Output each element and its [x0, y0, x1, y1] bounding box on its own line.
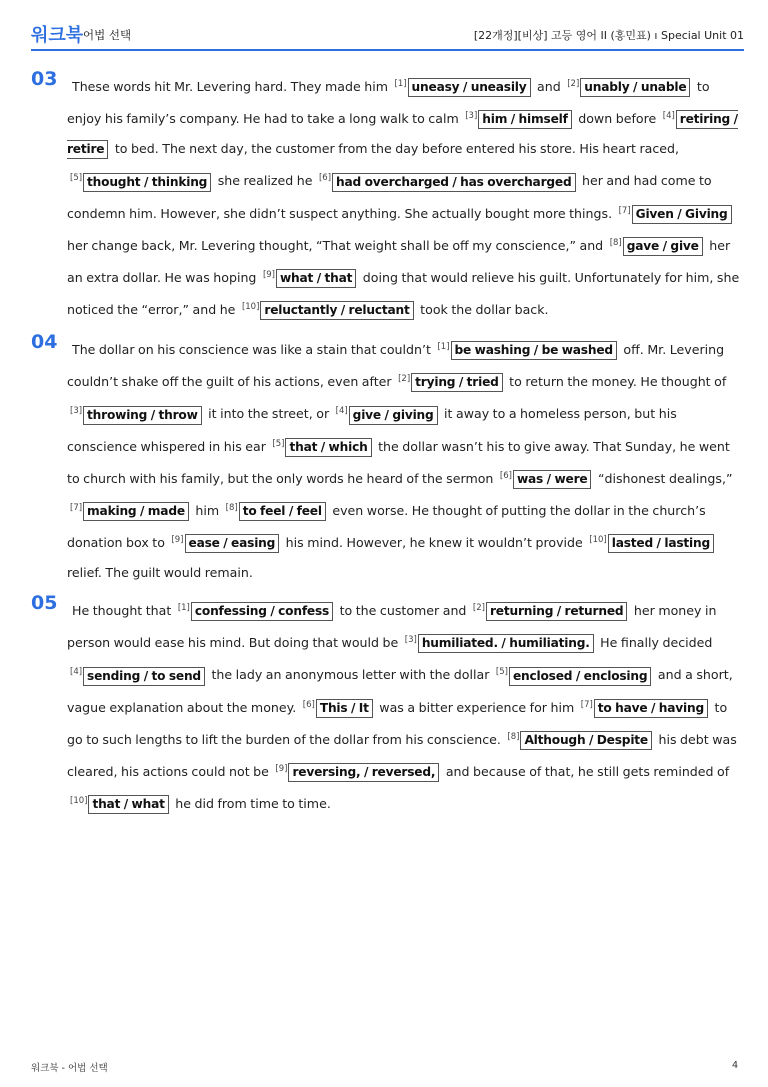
grammar-choice-box[interactable]: to feel / feel — [239, 502, 326, 521]
blank-marker: [9] — [171, 535, 184, 546]
passage-body — [67, 594, 741, 819]
passage-text: and a short, vague explanation about the money. — [67, 667, 733, 715]
passage-text: his mind. However, he knew it wouldn’t provide — [282, 535, 587, 551]
grammar-choice-box[interactable]: humiliated. / humiliating. — [418, 634, 594, 653]
blank-marker: [4] — [70, 667, 83, 678]
blank-marker: [1] — [437, 342, 450, 352]
grammar-choice-box[interactable]: thought / thinking — [83, 173, 211, 192]
passage-text: she realized he — [214, 173, 316, 189]
blank-marker: [2] — [398, 374, 411, 385]
grammar-choice-box[interactable]: be washing / be washed — [451, 341, 617, 360]
grammar-choice-box[interactable]: that / what — [88, 795, 168, 814]
passage-text: He thought that — [72, 603, 175, 619]
blank-marker: [8] — [609, 237, 622, 248]
grammar-choice-box[interactable]: that / which — [285, 438, 371, 457]
blank-marker: [4] — [662, 111, 675, 122]
grammar-choice-box[interactable]: retiring / retire — [67, 110, 738, 159]
passage-number: 04 — [31, 331, 58, 353]
grammar-choice-box[interactable]: what / that — [276, 269, 356, 288]
blank-marker: [5] — [272, 438, 285, 449]
blank-marker: [10] — [241, 302, 260, 313]
passage-text: to enjoy his family’s company. He had to take a long walk to calm — [67, 79, 710, 127]
passage-text: it away to a homeless person, but his conscience whispered in his ear — [67, 406, 677, 454]
blank-marker: [3] — [465, 111, 478, 122]
blank-marker: [8] — [507, 731, 520, 742]
blank-marker: [9] — [275, 763, 288, 774]
grammar-choice-box[interactable]: trying / tried — [411, 373, 503, 392]
blank-marker: [2] — [472, 603, 485, 613]
grammar-choice-box[interactable]: reluctantly / reluctant — [260, 301, 413, 320]
grammar-choice-box[interactable]: uneasy / uneasily — [408, 78, 531, 97]
passage-text: and because of that, he still gets reminded of — [442, 764, 730, 780]
passage-text: doing that would relieve his guilt. Unfortunately for him, she noticed the “error,” and he — [67, 270, 740, 318]
blank-marker: [3] — [404, 635, 417, 646]
passage-section — [31, 331, 741, 581]
grammar-choice-box[interactable]: had overcharged / has overcharged — [332, 173, 576, 192]
blank-marker: [5] — [70, 173, 83, 184]
passage-text: off. Mr. Levering couldn’t shake off the guilt of his actions, even after — [67, 342, 725, 390]
grammar-choice-box[interactable]: Although / Despite — [520, 731, 652, 750]
passage-body — [67, 70, 741, 325]
grammar-choice-box[interactable]: him / himself — [478, 110, 571, 129]
grammar-choice-box[interactable]: lasted / lasting — [608, 534, 714, 553]
passage-text: her an extra dollar. He was hoping — [67, 237, 731, 286]
page-header — [31, 18, 744, 51]
passage-text: “dishonest dealings,” — [594, 470, 733, 486]
brand-subtitle: 어법 선택 — [83, 28, 132, 42]
grammar-choice-box[interactable]: confessing / confess — [191, 602, 333, 621]
blank-marker: [6] — [302, 699, 315, 710]
passage-text: to return the money. He thought of — [505, 374, 727, 390]
blank-marker: [6] — [499, 470, 512, 481]
passage-text: took the dollar back. — [416, 302, 549, 318]
passage-text: him — [191, 503, 223, 519]
grammar-choice-box[interactable]: sending / to send — [83, 667, 205, 686]
grammar-choice-box[interactable]: to have / having — [594, 699, 708, 718]
grammar-choice-box[interactable]: gave / give — [623, 237, 703, 256]
passage-text: his debt was cleared, his actions could not be — [67, 731, 737, 780]
passage-section — [31, 68, 741, 318]
footer-label: 워크북 - 어법 선택 — [31, 1063, 108, 1074]
passage-text: her and had come to condemn him. However, she didn’t suspect anything. She actually bought more things. — [67, 173, 712, 221]
blank-marker: [2] — [567, 79, 580, 89]
grammar-choice-box[interactable]: give / giving — [349, 406, 438, 425]
blank-marker: [8] — [225, 502, 238, 513]
passage-text: was a bitter experience for him — [375, 699, 578, 715]
grammar-choice-box[interactable]: returning / returned — [486, 602, 627, 621]
passage-text: down before — [574, 111, 660, 127]
grammar-choice-box[interactable]: throwing / throw — [83, 406, 202, 425]
passage-text: and — [533, 79, 565, 95]
passage-text: the lady an anonymous letter with the dollar — [207, 667, 493, 683]
passage-number: 03 — [31, 68, 58, 90]
grammar-choice-box[interactable]: Given / Giving — [632, 205, 732, 224]
blank-marker: [9] — [262, 269, 275, 280]
passage-text: The dollar on his conscience was like a stain that couldn’t — [72, 342, 435, 358]
passage-section — [31, 592, 741, 812]
grammar-choice-box[interactable]: enclosed / enclosing — [509, 667, 651, 686]
grammar-choice-box[interactable]: unably / unable — [580, 78, 690, 97]
grammar-choice-box[interactable]: making / made — [83, 502, 189, 521]
blank-marker: [1] — [177, 603, 190, 613]
grammar-choice-box[interactable]: reversing, / reversed, — [288, 763, 439, 782]
passage-body — [67, 333, 741, 587]
grammar-choice-box[interactable]: This / It — [316, 699, 373, 718]
blank-marker: [1] — [394, 79, 407, 89]
passage-text: to go to such lengths to lift the burden of the dollar from his conscience. — [67, 699, 728, 747]
passage-text: These words hit Mr. Levering hard. They made him — [72, 79, 392, 95]
blank-marker: [6] — [318, 173, 332, 184]
blank-marker: [5] — [495, 667, 508, 678]
blank-marker: [3] — [70, 406, 83, 417]
passage-text: He finally decided — [596, 635, 713, 651]
passage-text: her change back, Mr. Levering thought, “That weight shall be off my conscience,” and — [67, 237, 607, 253]
blank-marker: [7] — [618, 205, 631, 216]
passage-text: her money in person would ease his mind. But doing that would be — [67, 603, 717, 651]
passage-text: to the customer and — [336, 603, 470, 619]
passage-number: 05 — [31, 592, 58, 614]
blank-marker: [4] — [335, 406, 348, 417]
passage-text: to bed. The next day, the customer from the day before entered his store. His heart raced, — [111, 141, 680, 157]
page-number: 4 — [731, 1060, 738, 1071]
grammar-choice-box[interactable]: ease / easing — [185, 534, 280, 553]
source-info: [22개정][비상] 고등 영어 II (홍민표) ı Special Unit 01 — [473, 29, 744, 42]
passage-text: the dollar wasn’t his to give away. That Sunday, he went to church with his family, but the only words he heard of the sermon — [67, 438, 730, 486]
grammar-choice-box[interactable]: was / were — [513, 470, 591, 489]
blank-marker: [7] — [580, 699, 593, 710]
brand-title: 워크북 — [31, 25, 84, 46]
blank-marker: [7] — [70, 502, 83, 513]
blank-marker: [10] — [589, 535, 607, 546]
blank-marker: [10] — [70, 796, 88, 807]
passage-text: relief. The guilt would remain. — [67, 565, 253, 581]
passage-text: he did from time to time. — [171, 796, 331, 812]
passage-text: it into the street, or — [204, 406, 333, 422]
passage-text: even worse. He thought of putting the dollar in the church’s donation box to — [67, 503, 706, 551]
